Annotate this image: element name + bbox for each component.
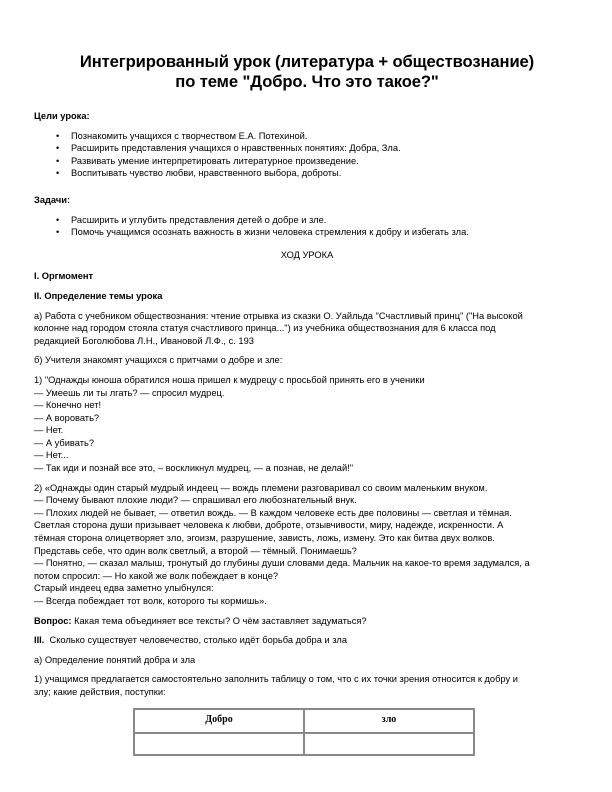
parable-1-line: — Конечно нет! bbox=[34, 400, 102, 411]
paragraph-b: б) Учителя знакомят учащихся с притчами о добре и зле: bbox=[34, 355, 283, 366]
parable-1-line: — А воровать? bbox=[34, 412, 100, 423]
parable-1-line: — Умеешь ли ты лгать? — спросил мудрец. bbox=[34, 387, 225, 398]
task-item: • Расширить и углубить представления детей о добре и зле. bbox=[34, 214, 580, 227]
section-3-label: III. bbox=[34, 635, 45, 646]
goal-item: • Познакомить учащихся с творчеством Е.А. Потехиной. bbox=[34, 130, 580, 143]
paragraph-3-1-line: 1) учащимся предлагается самостоятельно заполнить таблицу о том, что с их точки зрения относится к добру и bbox=[34, 674, 518, 685]
document-title bbox=[34, 52, 580, 92]
goal-item: • Воспитывать чувство любви, нравственного выбора, доброты. bbox=[34, 167, 580, 180]
tasks-heading: Задачи: bbox=[34, 194, 71, 205]
goal-item: • Развивать умение интерпретировать литературное произведение. bbox=[34, 155, 580, 168]
table-header-good: Добро bbox=[134, 709, 304, 733]
section-3-text: Сколько существует человечество, столько идёт борьба добра и зла bbox=[44, 635, 347, 646]
goal-item: • Расширить представления учащихся о нравственных понятиях: Добра, Зла. bbox=[34, 142, 580, 155]
question-text: Какая тема объединяет все тексты? О чём заставляет задуматься? bbox=[71, 615, 367, 626]
parable-2-line: — Понятно, — сказал малыш, тронутый до глубины души словами деда. Мальчик на какое-то время задумался, а bbox=[34, 558, 530, 569]
paragraph-a-line: редакцией Боголюбова Л.Н., Ивановой Л.Ф., с. 193 bbox=[34, 335, 254, 346]
parable-2-line: Старый индеец едва заметно улыбнулся: bbox=[34, 583, 214, 594]
parable-1-line: — А убивать? bbox=[34, 437, 95, 448]
table-row bbox=[134, 733, 474, 755]
table-header-row bbox=[134, 709, 474, 733]
paragraph-a bbox=[34, 310, 580, 348]
title-line-1: Интегрированный урок (литература + обществознание) bbox=[79, 52, 535, 71]
parable-1-line: — Так иди и познай все это, – воскликнул мудрец, — а познав, не делай!" bbox=[34, 463, 354, 474]
section-2-heading: II. Определение темы урока bbox=[34, 290, 163, 301]
question-paragraph bbox=[34, 615, 580, 628]
question-label: Вопрос: bbox=[34, 615, 72, 626]
goals-heading: Цели урока: bbox=[34, 111, 90, 121]
parable-1 bbox=[34, 374, 580, 475]
table-cell-evil[interactable] bbox=[304, 733, 474, 755]
task-item: • Помочь учащимся осознать важность в жизни человека стремления к добру и избегать зла. bbox=[34, 226, 580, 239]
parable-2-line: Светлая сторона души призывает человека к любви, доброте, отзывчивости, миру, надежде, искренности. А bbox=[34, 520, 504, 531]
parable-1-line: 1) "Однажды юноша обратился ноша пришел к мудрецу с просьбой принять его в ученики bbox=[34, 374, 425, 385]
paragraph-3-1 bbox=[34, 673, 580, 698]
goals-list bbox=[34, 130, 580, 180]
parable-2-line: Представь себе, что один волк светлый, а второй — тёмный. Понимаешь? bbox=[34, 545, 357, 556]
parable-2 bbox=[34, 482, 580, 608]
parable-2-line: — Плохих людей не бывает, — ответил вождь. — В каждом человеке есть две половины — светлая и тёмная. bbox=[34, 507, 512, 518]
parable-1-line: — Нет... bbox=[34, 450, 69, 461]
table-header-evil: зло bbox=[304, 709, 474, 733]
paragraph-a-line: а) Работа с учебником обществознания: чтение отрывка из сказки О. Уайльда "Счастливый принц" ("На высокой bbox=[34, 310, 523, 321]
parable-2-line: — Почему бывают плохие люди? — спрашивал его любознательный внук. bbox=[34, 495, 357, 506]
section-3-paragraph bbox=[34, 634, 580, 647]
lesson-heading: ХОД УРОКА bbox=[280, 249, 334, 260]
parable-2-line: — Всегда побеждает тот волк, которого ты кормишь». bbox=[34, 596, 267, 606]
tasks-list bbox=[34, 214, 580, 239]
paragraph-3a: а) Определение понятий добра и зла bbox=[34, 654, 196, 665]
table-cell-good[interactable] bbox=[134, 733, 304, 755]
parable-2-line: тёмная сторона олицетворяет зло, эгоизм, разрушение, зависть, ложь, измену. Это как битва двух волков. bbox=[34, 533, 495, 544]
paragraph-a-line: колонне над городом стояла статуя счастливого принца...") из учебника обществознания для 6 класса под bbox=[34, 323, 496, 334]
parable-2-line: потом спросил: — Но какой же волк побеждает в конце? bbox=[34, 570, 279, 581]
good-evil-table bbox=[133, 708, 475, 756]
section-1-heading: I. Оргмомент bbox=[34, 271, 94, 282]
parable-1-line: — Нет. bbox=[34, 425, 64, 436]
title-line-2: по теме "Добро. Что это такое?" bbox=[175, 72, 439, 91]
parable-2-line: 2) «Однажды один старый мудрый индеец — вождь племени разговаривал со своим маленьким внуком. bbox=[34, 482, 488, 493]
paragraph-3-1-line: злу; какие действия, поступки: bbox=[34, 686, 166, 697]
document-page bbox=[34, 52, 580, 756]
